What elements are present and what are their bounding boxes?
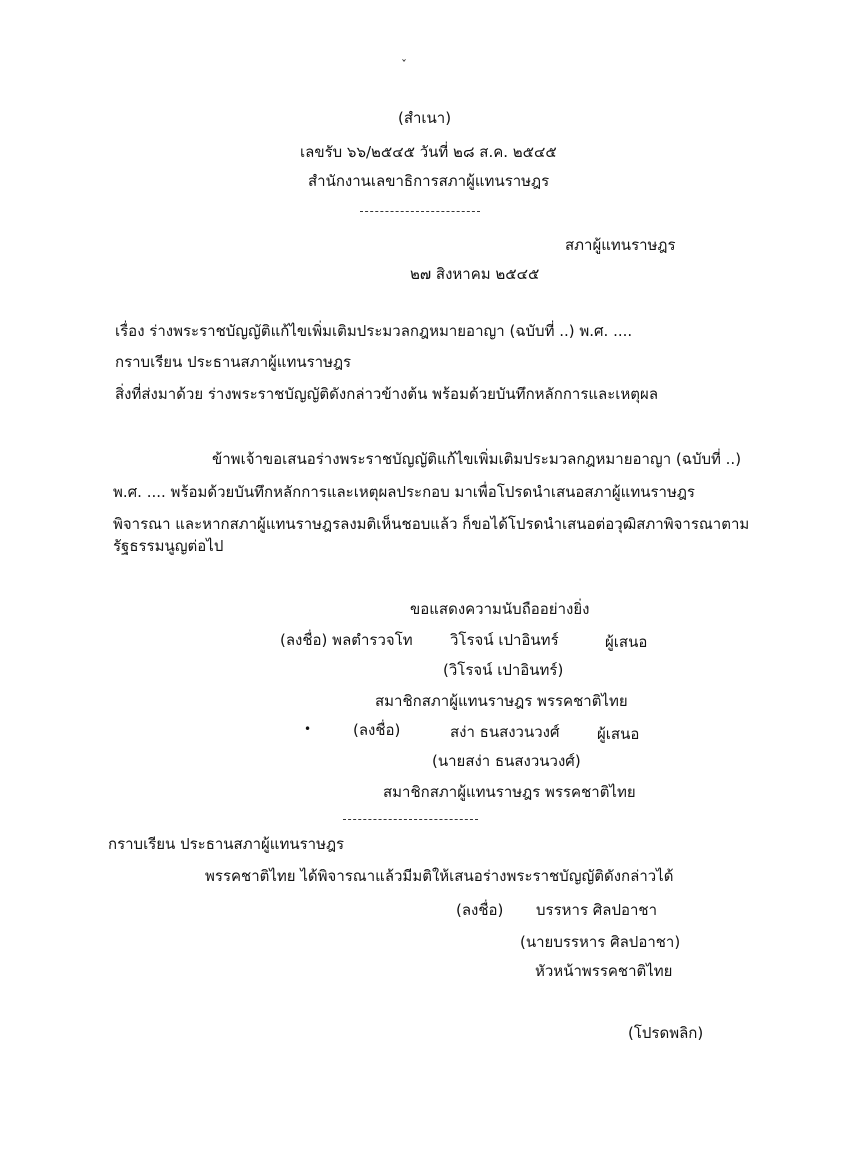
body-line-3: พิจารณา และหากสภาผู้แทนราษฎรลงมติเห็นชอบแล้ว ก็ขอได้โปรดนำเสนอต่อวุฒิสภาพิจารณาตาม [113, 515, 750, 533]
endorsement-salutation: กราบเรียน ประธานสภาผู้แทนราษฎร [108, 835, 345, 853]
signature-2-position: สมาชิกสภาผู้แทนราษฎร พรรคชาติไทย [383, 783, 636, 801]
office-name: สำนักงานเลขาธิการสภาผู้แทนราษฎร [308, 172, 550, 190]
enclosure-line: สิ่งที่ส่งมาด้วย ร่างพระราชบัญญัติดังกล่าวข้างต้น พร้อมด้วยบันทึกหลักการและเหตุผล [115, 385, 659, 403]
sender-place: สภาผู้แทนราษฎร [565, 236, 676, 254]
receipt-line: เลขรับ ๖๖/๒๕๔๕ วันที่ ๒๘ ส.ค. ๒๕๔๕ [300, 143, 557, 161]
endorsement-sign-label: (ลงชื่อ) [456, 901, 504, 919]
endorsement-text: พรรคชาติไทย ได้พิจารณาแล้วมีมติให้เสนอร่างพระราชบัญญัติดังกล่าวได้ [205, 867, 674, 885]
signature-2-name: สง่า ธนสงวนวงศ์ [450, 723, 560, 741]
signature-1-label: (ลงชื่อ) พลตำรวจโท [280, 631, 413, 649]
turn-over-note: (โปรดพลิก) [628, 1024, 704, 1042]
closing-line: ขอแสดงความนับถืออย่างยิ่ง [410, 600, 590, 618]
sender-date: ๒๗ สิงหาคม ๒๕๔๕ [410, 265, 540, 283]
stray-mark: ˇ [401, 58, 407, 72]
signature-1-name: วิโรจน์ เปาอินทร์ [450, 631, 559, 649]
signature-2-label: (ลงชื่อ) [353, 721, 401, 739]
signature-divider [343, 819, 478, 820]
signature-2-printed-name: (นายสง่า ธนสงวนวงศ์) [432, 752, 581, 770]
signature-1-printed-name: (วิโรจน์ เปาอินทร์) [443, 661, 564, 679]
endorsement-position: หัวหน้าพรรคชาติไทย [535, 962, 673, 980]
endorsement-name: บรรหาร ศิลปอาชา [536, 901, 658, 919]
salutation: กราบเรียน ประธานสภาผู้แทนราษฎร [115, 353, 352, 371]
header-divider [360, 211, 480, 212]
endorsement-printed-name: (นายบรรหาร ศิลปอาชา) [520, 933, 681, 951]
signature-2-role: ผู้เสนอ [597, 725, 640, 743]
stray-dot: • [304, 722, 312, 736]
body-line-1: ข้าพเจ้าขอเสนอร่างพระราชบัญญัติแก้ไขเพิ่มเติมประมวลกฎหมายอาญา (ฉบับที่ ..) [212, 450, 742, 468]
signature-1-position: สมาชิกสภาผู้แทนราษฎร พรรคชาติไทย [375, 692, 628, 710]
copy-label: (สำเนา) [398, 109, 452, 127]
signature-1-role: ผู้เสนอ [605, 633, 648, 651]
body-line-2: พ.ศ. .... พร้อมด้วยบันทึกหลักการและเหตุผลประกอบ มาเพื่อโปรดนำเสนอสภาผู้แทนราษฎร [113, 483, 695, 501]
subject-line: เรื่อง ร่างพระราชบัญญัติแก้ไขเพิ่มเติมประมวลกฎหมายอาญา (ฉบับที่ ..) พ.ศ. .... [115, 322, 633, 340]
body-line-4: รัฐธรรมนูญต่อไป [113, 537, 224, 555]
